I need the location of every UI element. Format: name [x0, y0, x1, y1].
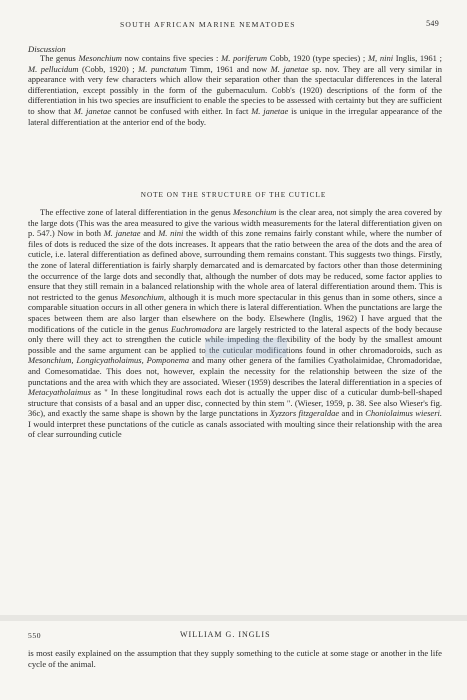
running-head-2 — [28, 630, 439, 642]
cuticle-body — [28, 207, 442, 440]
italic-run: Mesonchium — [78, 53, 122, 63]
running-head-author: WILLIAM G. INGLIS — [180, 630, 271, 639]
italic-run: M, nini — [367, 53, 394, 63]
discussion-heading: Discussion — [28, 44, 66, 54]
italic-run: M. nini — [158, 228, 184, 239]
italic-run: Mesonchium, Longicyatholaimus, Pomponema — [28, 355, 190, 366]
discussion-paragraph: The genus Mesonchium now contains five species : M. poriferum Cobb, 1920 (type species) ; M, nini Inglis, 1961 ; M. pellucidum (Cobb, 1920) ; M. punctatum Timm, 1961 and now M. janetae sp. nov. They are all very similar in appearance with very few characters which allow their separation other than the spectacular differences in the lateral differentiation, except possibly in the form of the gubernaculum. Cobb's (1920) descriptions of the form of the differentiation in his two species are insufficient to enable the species to be assessed with certainty but they are sufficient to show that M. janetae cannot be confused with either. In fact M. janetae is unique in the irregular appearance of the lateral differentiation at the anterior end of the body. — [28, 53, 443, 127]
running-head — [28, 20, 439, 32]
running-head-title: SOUTH AFRICAN MARINE NEMATODES — [120, 20, 296, 29]
italic-run: M. pellucidum — [28, 63, 79, 74]
section-heading-cuticle: NOTE ON THE STRUCTURE OF THE CUTICLE — [140, 191, 327, 199]
italic-run: M. janetae — [103, 228, 141, 239]
italic-run: M. punctatum — [138, 63, 187, 74]
italic-run: Mesonchium, — [120, 291, 166, 302]
page-number: 549 — [426, 19, 439, 28]
page-number-2: 550 — [28, 631, 42, 640]
italic-run: M. poriferum — [221, 53, 268, 63]
page2-paragraph: is most easily explained on the assumption that they supply something to the cuticle at some stage or another in the life cycle of the animal. — [28, 648, 442, 669]
page2-body — [28, 648, 442, 670]
italic-run: Euchromadora — [170, 323, 223, 334]
italic-run: M. janetae — [270, 63, 309, 74]
italic-run: Mesonchium — [232, 207, 277, 217]
italic-run: Metacyatholaimus — [28, 387, 91, 398]
cuticle-paragraph: The effective zone of lateral differentiation in the genus Mesonchium is the clear area, not simply the area covered by the large dots (This was the area measured to give the various width measurements for the lateral differentiation given on p. 547.) Now in both M. janetae and M. nini the width of this zone remains fairly constant while, where the number of files of dots is reduced the size of the dots increases. It appears that the ratio between the area of the dots and the area of cuticle, i.e. lateral differentiation as defined above, surrounding them remains constant. This suggests two things. Firstly, the zone of lateral differentiation is fairly sharply demarcated and is demarcated by factors other than those determining the occurrence of the large dots and secondly that, although the number of dots may be reduced, some factor applies to ensure that they still remain in a balanced relationship with the whole area of lateral differentiation around them. This is not restricted to the genus Mesonchium, although it is much more spectacular in this genus than in some others, since a comparable situation occurs in all other genera in which there is lateral differentiation. When the punctations are large the spaces between them are also larger than elsewhere on the body. Elsewhere (Inglis, 1962) I have argued that the modifications of the cuticle in the genus Euchromadora are largely restricted to the lateral aspects of the body because only there will they act to strengthen the cuticle while impeding the flexibility of the body by the smallest amount possible and the same argument can be applied to the cuticular modifications found in other chromadoroids, such as Mesonchium, Longicyatholaimus, Pomponema and many other genera of the families Cyatholaimidae, Chromadoridae, and Comesomatidae. This does not, however, explain the necessity for the relationship between the size of the punctations and the area with which they are associated. Wieser (1959) describes the lateral differentiation in a species of Metacyatholaimus as " In these longitudinal rows each dot is actually the upper disc of a cuticular dumb-bell-shaped structure that consists of a basal and an upper disc, connected by thin stem ". (Wieser, 1959, p. 38. See also Wieser's fig. 36c), and exactly the same shape is shown by the large punctations in Xyzzors fitzgeraldae and in Choniolaimus wieseri. I would interpret these punctations of the cuticle as canals associated with moulting since their relationship with the area of clear surrounding cuticle — [28, 207, 442, 440]
italic-run: M. janetae — [73, 105, 111, 116]
italic-run: M. janetae — [251, 105, 289, 116]
italic-run: Choniolaimus wieseri. — [365, 408, 442, 419]
discussion-body — [28, 53, 442, 127]
italic-run: Xyzzors fitzgeraldae — [269, 408, 340, 419]
watermark-stamp — [205, 338, 287, 358]
